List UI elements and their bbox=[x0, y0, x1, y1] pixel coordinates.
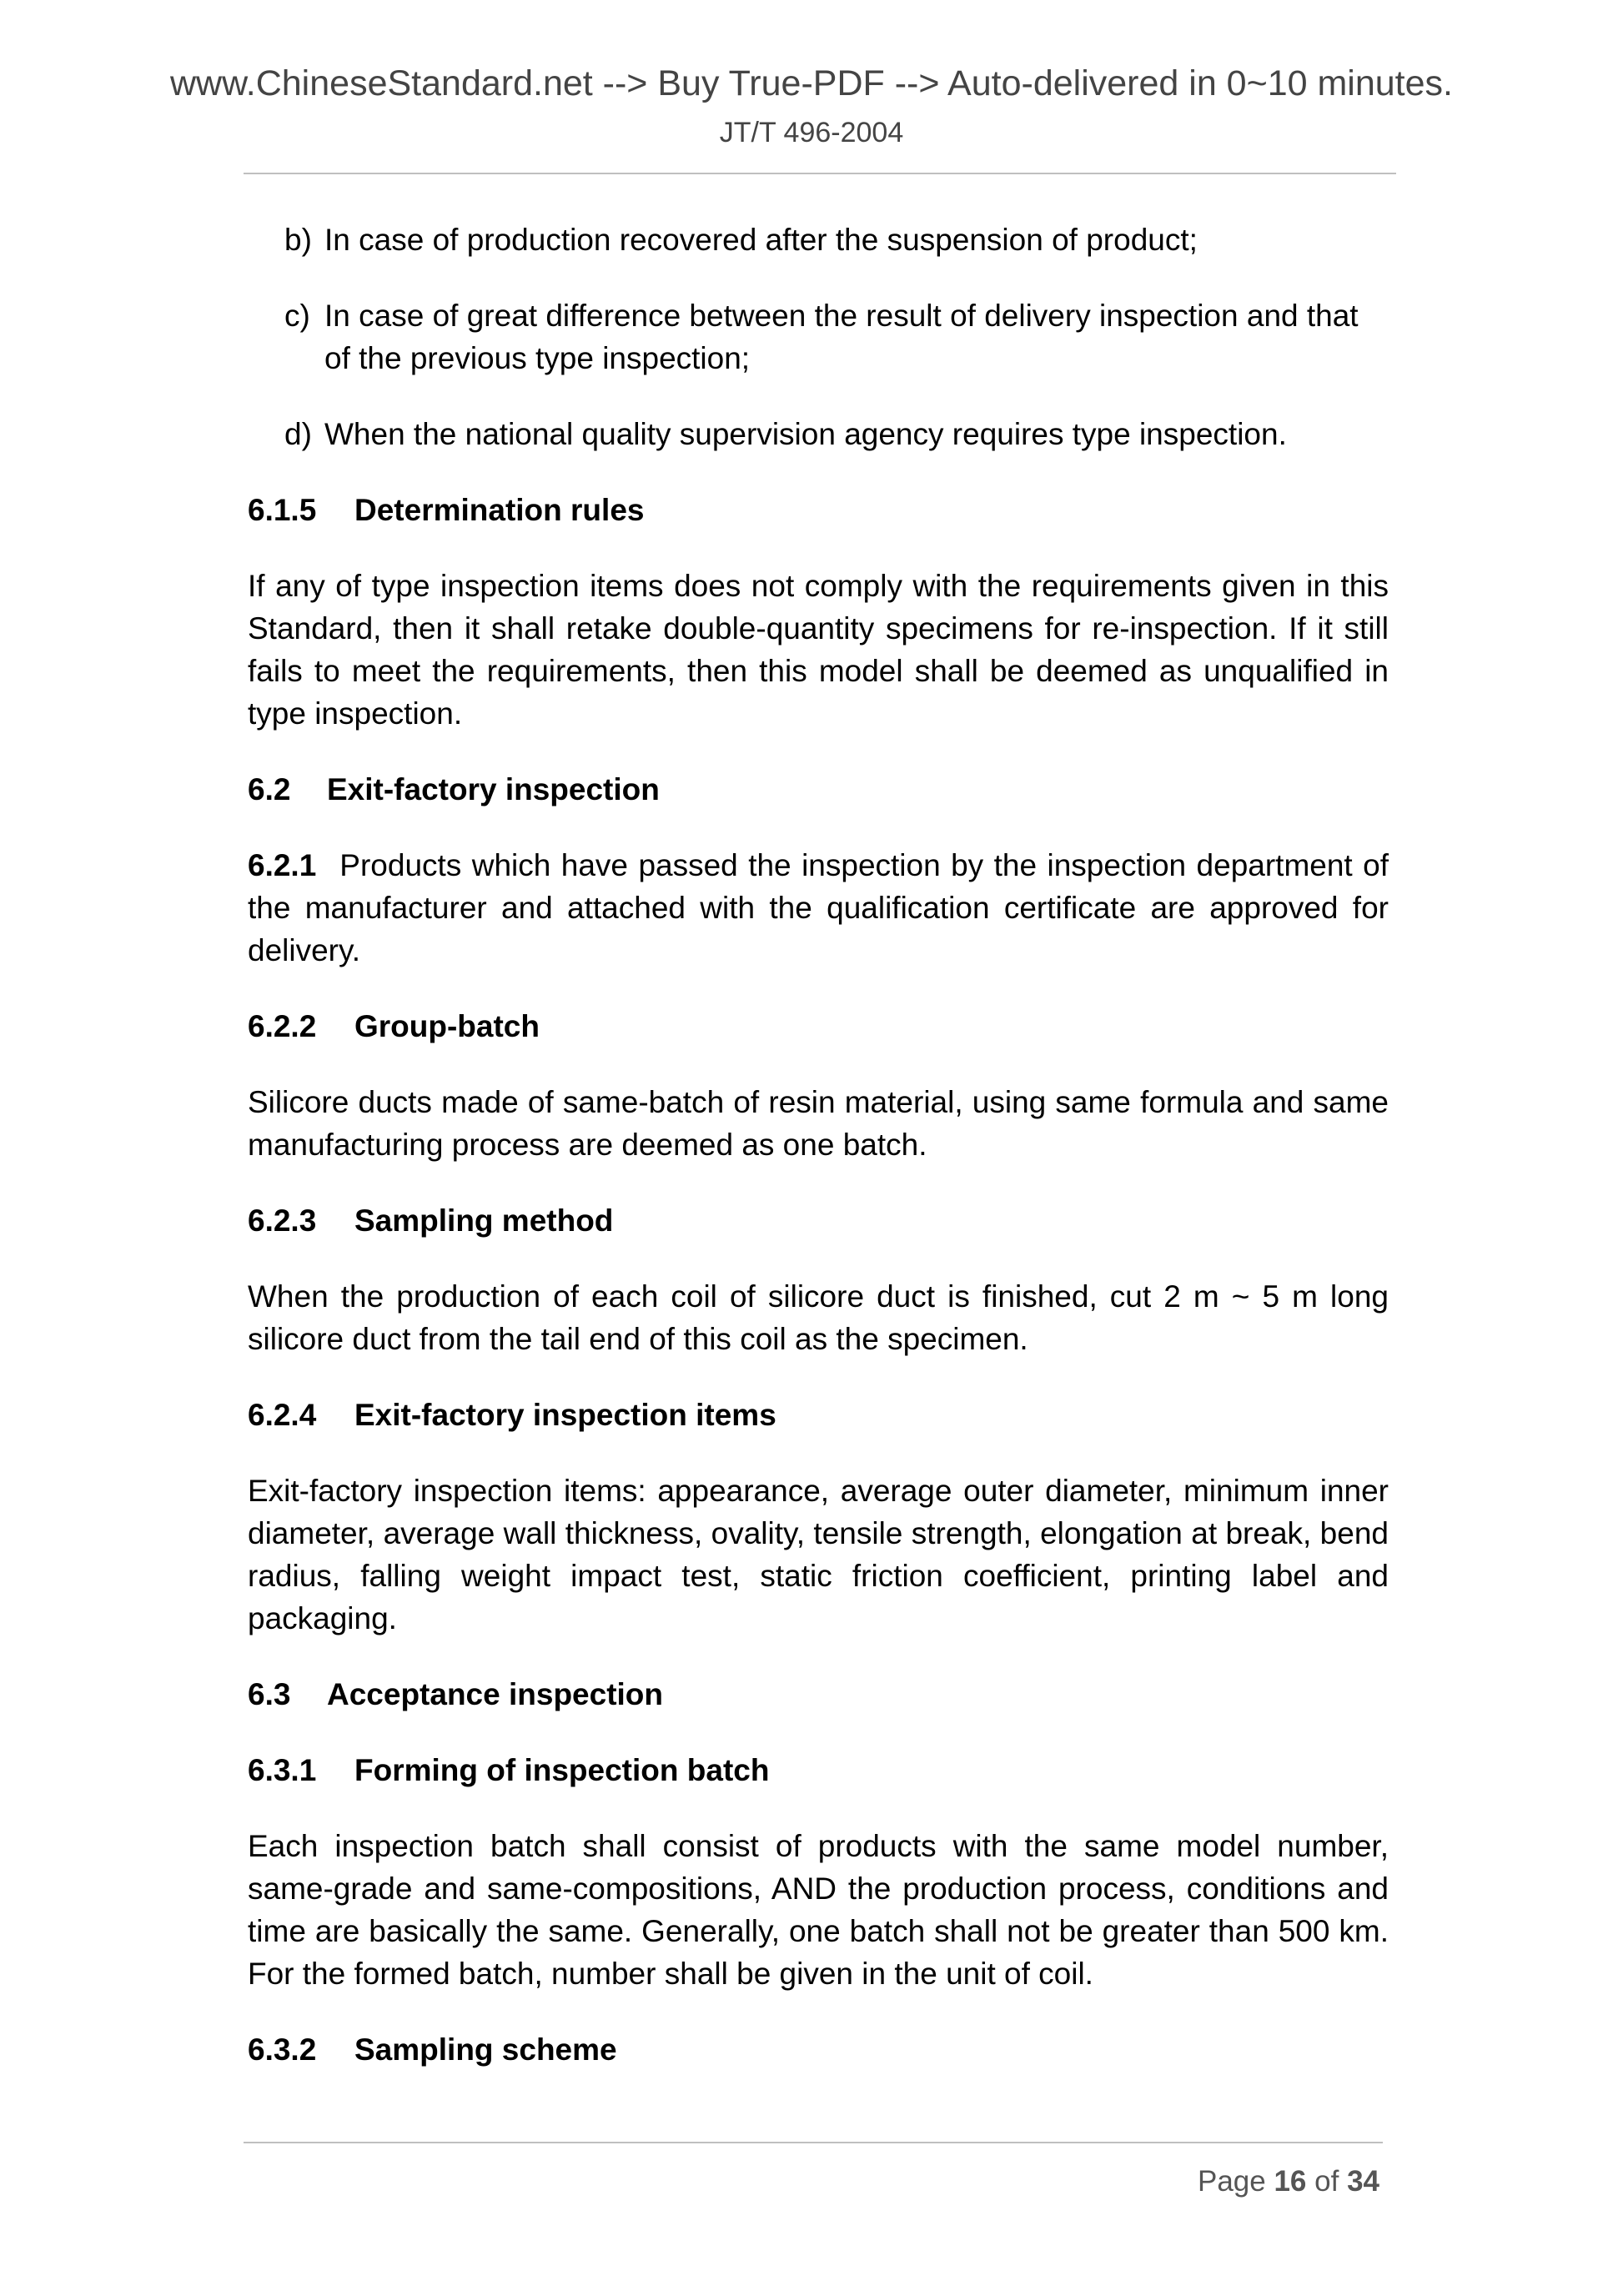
list-text: In case of great difference between the result of delivery inspection and that of the previous type inspection; bbox=[324, 299, 1359, 375]
list-marker: c) bbox=[284, 299, 310, 333]
section-number: 6.2.4 bbox=[248, 1398, 317, 1432]
section-heading-6-2-2 bbox=[248, 1005, 1389, 1048]
section-heading-6-2 bbox=[248, 768, 1389, 811]
section-number: 6.1.5 bbox=[248, 493, 317, 527]
list-text: In case of production recovered after the suspension of product; bbox=[324, 223, 1198, 257]
section-title: Sampling method bbox=[354, 1203, 614, 1238]
of-word: of bbox=[1314, 2165, 1339, 2198]
list-marker: d) bbox=[284, 417, 312, 451]
section-heading-6-2-4 bbox=[248, 1394, 1389, 1436]
paragraph-determination-rules: If any of type inspection items does not comply with the requirements given in this Standard, then it shall retake double-quantity specimens for re-inspection. If it still fails to meet the requirements, then this model shall be deemed as unqualified in type inspection. bbox=[248, 569, 1389, 731]
section-title: Acceptance inspection bbox=[327, 1677, 664, 1711]
paragraph-6-2-1 bbox=[248, 844, 1389, 972]
page-indicator bbox=[1084, 2165, 1379, 2198]
section-number: 6.2 bbox=[248, 772, 291, 806]
section-number: 6.2.1 bbox=[248, 848, 317, 882]
section-title: Determination rules bbox=[354, 493, 645, 527]
list-item bbox=[248, 294, 1389, 379]
header-divider bbox=[244, 173, 1396, 174]
header-banner: www.ChineseStandard.net --> Buy True-PDF --> Auto-delivered in 0~10 minutes. bbox=[169, 63, 1453, 103]
section-number: 6.3.1 bbox=[248, 1753, 317, 1787]
section-number: 6.3.2 bbox=[248, 2032, 317, 2067]
section-number: 6.3 bbox=[248, 1677, 291, 1711]
section-title: Exit-factory inspection bbox=[327, 772, 660, 806]
total-pages: 34 bbox=[1347, 2165, 1379, 2198]
list-marker: b) bbox=[284, 223, 312, 257]
section-title: Group-batch bbox=[354, 1009, 540, 1043]
section-title: Exit-factory inspection items bbox=[354, 1398, 776, 1432]
standard-number: JT/T 496-2004 bbox=[719, 117, 904, 148]
paragraph-text: Products which have passed the inspection by the inspection department of the manufacturer and attached with the qualification certificate are approved for delivery. bbox=[248, 848, 1389, 967]
paragraph-exit-factory-items: Exit-factory inspection items: appearance, average outer diameter, minimum inner diameter, average wall thickness, ovality, tensile strength, elongation at break, bend radius, falling weight impact test, static friction coefficient, printing label and packaging. bbox=[248, 1474, 1389, 1635]
page-word: Page bbox=[1197, 2165, 1266, 2198]
section-heading-6-1-5 bbox=[248, 489, 1389, 531]
footer-divider bbox=[244, 2142, 1383, 2143]
section-heading-6-3-1 bbox=[248, 1749, 1389, 1791]
document-body bbox=[248, 219, 1389, 2104]
section-heading-6-3 bbox=[248, 1673, 1389, 1716]
current-page: 16 bbox=[1274, 2165, 1307, 2198]
section-heading-6-3-2 bbox=[248, 2028, 1389, 2071]
paragraph-group-batch: Silicore ducts made of same-batch of resin material, using same formula and same manufacturing process are deemed as one batch. bbox=[248, 1085, 1389, 1162]
section-number: 6.2.3 bbox=[248, 1203, 317, 1238]
section-title: Forming of inspection batch bbox=[354, 1753, 770, 1787]
list-item bbox=[248, 413, 1389, 455]
paragraph-inspection-batch: Each inspection batch shall consist of products with the same model number, same-grade and same-compositions, AND the production process, conditions and time are basically the same. Generally, one batch shall not be greater than 500 km. For the formed batch, number shall be given in the unit of coil. bbox=[248, 1829, 1389, 1991]
section-heading-6-2-3 bbox=[248, 1199, 1389, 1242]
section-number: 6.2.2 bbox=[248, 1009, 317, 1043]
list-item bbox=[248, 219, 1389, 261]
section-title: Sampling scheme bbox=[354, 2032, 617, 2067]
list-text: When the national quality supervision agency requires type inspection. bbox=[324, 417, 1287, 451]
paragraph-sampling-method: When the production of each coil of silicore duct is finished, cut 2 m ~ 5 m long silicore duct from the tail end of this coil as the specimen. bbox=[248, 1279, 1389, 1356]
